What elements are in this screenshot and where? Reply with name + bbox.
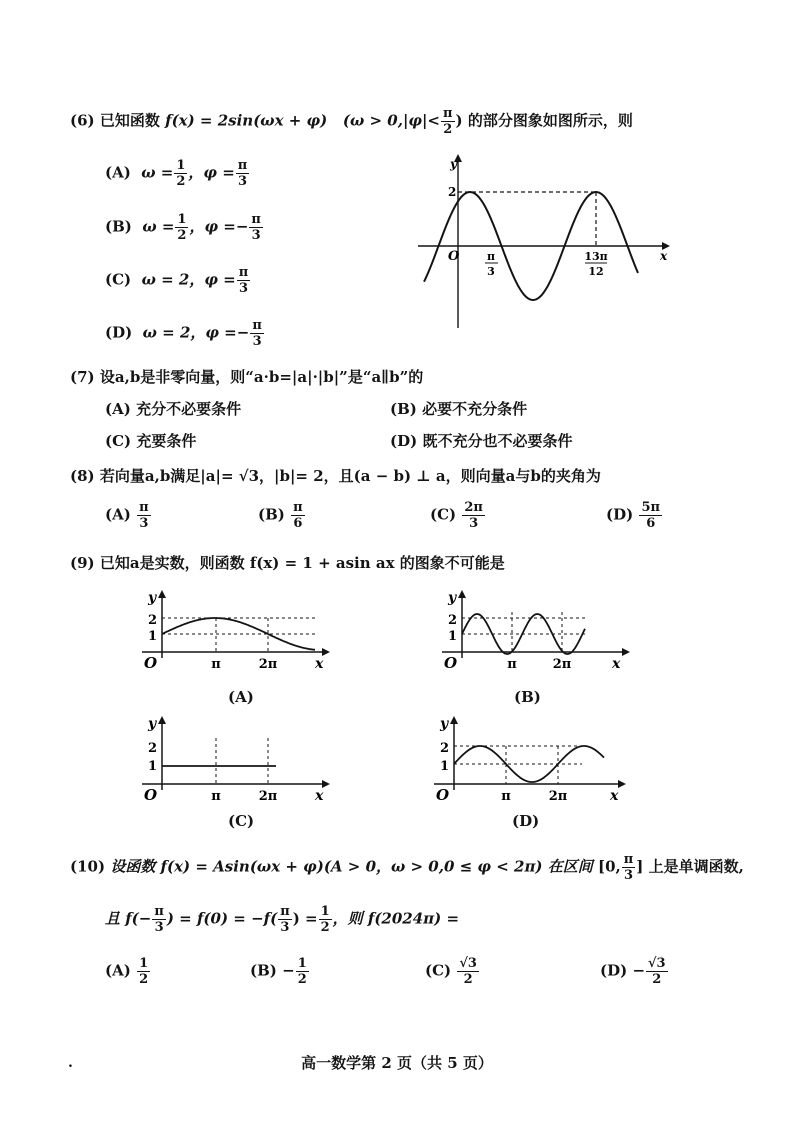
option-label: (A) bbox=[105, 961, 131, 980]
y-tick-2: 2 bbox=[440, 741, 450, 756]
option-sign: − bbox=[235, 217, 249, 236]
x-tick-2pi: 2π bbox=[258, 657, 278, 670]
y-arrow-icon bbox=[458, 590, 466, 598]
q6-option-d[interactable] bbox=[105, 318, 265, 349]
q10-interval-open: [0, bbox=[597, 857, 621, 876]
x-tick-2pi: 2π bbox=[548, 789, 568, 802]
option-fraction: $\frac{\pi}{3}$ bbox=[238, 265, 249, 296]
option-fraction: $\frac{1}{2}$ bbox=[297, 956, 307, 987]
option-label: (B) bbox=[105, 217, 132, 236]
option-fraction: $\frac{\pi}{3}$ bbox=[252, 318, 262, 349]
option-label: (C) bbox=[430, 505, 457, 524]
q6-condition-close: ) bbox=[455, 111, 463, 130]
option-fraction: $\frac{\pi}{3}$ bbox=[139, 500, 149, 531]
option-label: (B) bbox=[250, 961, 277, 980]
option-sign: − bbox=[632, 961, 646, 980]
x-arrow-icon bbox=[322, 648, 330, 656]
q10-option-b[interactable] bbox=[250, 956, 310, 987]
q10-stem-line1 bbox=[70, 852, 744, 883]
q8-option-a[interactable] bbox=[105, 500, 152, 531]
y-tick-label: 2 bbox=[448, 185, 457, 199]
q8-option-b[interactable] bbox=[258, 500, 306, 531]
x-tick-pi: π bbox=[507, 657, 517, 670]
option-text: 既不充分也不必要条件 bbox=[422, 432, 573, 450]
x-tick1-num: π bbox=[486, 250, 496, 263]
q10-fraction-2: $\frac{\pi}{3}$ bbox=[280, 904, 290, 935]
x-tick2-num: 13π bbox=[584, 250, 608, 263]
y-arrow-icon bbox=[158, 716, 166, 724]
option-fraction: $\frac{\pi}{3}$ bbox=[251, 212, 261, 243]
option-text: 必要不充分条件 bbox=[422, 400, 528, 418]
q7-text: 设a,b是非零向量，则“a·b=|a|·|b|”是“a∥b”的 bbox=[99, 368, 424, 386]
x-tick-2pi: 2π bbox=[258, 789, 278, 802]
x-tick-pi: π bbox=[501, 789, 511, 802]
q10-fraction-3: $\frac{1}{2}$ bbox=[320, 904, 330, 935]
q9-caption-c: (C) bbox=[228, 812, 255, 830]
option-sign: − bbox=[282, 961, 295, 980]
option-fraction: $\frac{\pi}{3}$ bbox=[237, 158, 248, 189]
q7-stem bbox=[70, 366, 423, 387]
curve-a bbox=[162, 618, 315, 650]
x-arrow-icon bbox=[322, 780, 330, 788]
x-axis-label: x bbox=[315, 656, 324, 670]
option-label: (C) bbox=[105, 270, 132, 289]
x-axis-label: x bbox=[660, 249, 668, 263]
option-label: (A) bbox=[105, 163, 131, 182]
q9-graph-b[interactable] bbox=[440, 588, 635, 670]
y-tick-2: 2 bbox=[448, 613, 458, 628]
q9-caption-d: (D) bbox=[512, 812, 540, 830]
option-fraction: $\frac{1}{2}$ bbox=[176, 158, 186, 189]
q10-text-c: 且 f(− bbox=[105, 909, 152, 928]
y-axis-label: y bbox=[450, 157, 457, 171]
x-tick-pi: π bbox=[211, 657, 221, 670]
q6-graph bbox=[410, 150, 675, 335]
q6-option-a[interactable] bbox=[105, 158, 250, 189]
option-label: (A) bbox=[105, 505, 131, 524]
x-arrow-icon bbox=[618, 780, 626, 788]
y-tick-1: 1 bbox=[148, 629, 158, 644]
option-fraction: $\frac{√3}{2}$ bbox=[459, 956, 477, 987]
origin-label: O bbox=[448, 249, 460, 264]
y-tick-1: 1 bbox=[148, 759, 158, 774]
q8-option-c[interactable] bbox=[430, 500, 486, 531]
q10-text-e: ) = bbox=[292, 909, 318, 928]
q7-option-a[interactable] bbox=[105, 398, 241, 419]
x-tick2-den: 12 bbox=[588, 265, 604, 278]
y-arrow-icon bbox=[450, 716, 458, 724]
q9-text: 已知a是实数，则函数 f(x) = 1 + asin ax 的图象不可能是 bbox=[99, 554, 505, 572]
q8-text: 若向量a,b满足|a|= √3，|b|= 2，且(a − b) ⊥ a，则向量a与b的夹角为 bbox=[99, 467, 601, 485]
q10-text-b: 上是单调函数, bbox=[648, 857, 744, 876]
page-footer: 高一数学第 2 页（共 5 页） bbox=[301, 1054, 493, 1072]
q10-fraction-1: $\frac{\pi}{3}$ bbox=[154, 904, 164, 935]
option-fraction: $\frac{2\pi}{3}$ bbox=[464, 500, 483, 531]
y-tick-2: 2 bbox=[148, 741, 158, 756]
q7-option-c[interactable] bbox=[105, 430, 196, 451]
x-tick-pi: π bbox=[211, 789, 221, 802]
q9-caption-a: (A) bbox=[228, 688, 254, 706]
q8-option-d[interactable] bbox=[606, 500, 663, 531]
q7-number: (7) bbox=[70, 368, 95, 386]
q9-stem bbox=[70, 552, 505, 573]
q6-condition: (ω > 0,|φ|< bbox=[342, 111, 440, 130]
q6-number: (6) bbox=[70, 111, 95, 130]
option-omega: ω = 2 bbox=[142, 323, 191, 342]
q9-graph-d[interactable] bbox=[432, 712, 632, 802]
option-omega: ω = 2 bbox=[141, 270, 190, 289]
q6-function: f(x) = 2sin(ωx + φ) bbox=[165, 111, 328, 130]
option-text: 充分不必要条件 bbox=[136, 400, 242, 418]
x-axis-label: x bbox=[610, 788, 619, 802]
option-fraction: $\frac{√3}{2}$ bbox=[648, 956, 666, 987]
q10-interval-close: ] bbox=[636, 857, 644, 876]
margin-dot: . bbox=[68, 1055, 73, 1071]
y-axis-label: y bbox=[440, 716, 449, 732]
option-label: (D) bbox=[606, 505, 634, 524]
option-phi: ，φ = bbox=[189, 217, 236, 236]
q10-option-a[interactable] bbox=[105, 956, 151, 987]
q10-interval-fraction: $\frac{\pi}{3}$ bbox=[623, 852, 634, 883]
option-phi: ，φ = bbox=[188, 163, 235, 182]
x-tick-2pi: 2π bbox=[552, 657, 572, 670]
x-axis-label: x bbox=[315, 788, 324, 802]
q7-option-d[interactable] bbox=[390, 430, 572, 451]
q10-text-a: 设函数 f(x) = Asin(ωx + φ)(A > 0，ω > 0,0 ≤ φ < 2π) 在区间 bbox=[110, 857, 593, 876]
origin-label: O bbox=[144, 654, 158, 670]
option-label: (B) bbox=[258, 505, 285, 524]
q9-caption-b: (B) bbox=[514, 688, 541, 706]
q6-option-c[interactable] bbox=[105, 265, 251, 296]
origin-label: O bbox=[144, 786, 158, 802]
option-sign: − bbox=[236, 323, 250, 342]
q9-graph-c[interactable] bbox=[140, 712, 335, 802]
option-fraction: $\frac{1}{2}$ bbox=[177, 212, 187, 243]
y-tick-1: 1 bbox=[448, 629, 458, 644]
q8-stem bbox=[70, 465, 601, 486]
q10-text-f: ，则 f(2024π) = bbox=[332, 909, 460, 928]
q6-text-a: 已知函数 bbox=[99, 111, 160, 130]
q6-option-b[interactable] bbox=[105, 212, 264, 243]
origin-label: O bbox=[444, 654, 458, 670]
q8-number: (8) bbox=[70, 467, 95, 485]
option-label: (D) bbox=[600, 961, 628, 980]
option-phi: ，φ = bbox=[190, 323, 237, 342]
x-tick1-den: 3 bbox=[487, 265, 495, 278]
q9-graph-a[interactable] bbox=[140, 588, 335, 670]
option-omega: ω = bbox=[142, 217, 175, 236]
x-arrow-icon bbox=[622, 648, 630, 656]
q10-stem-line2 bbox=[105, 904, 459, 935]
q7-option-b[interactable] bbox=[390, 398, 527, 419]
option-label: (C) bbox=[425, 961, 452, 980]
y-arrow-icon bbox=[158, 590, 166, 598]
option-label: (C) bbox=[105, 432, 132, 450]
q10-option-c[interactable] bbox=[425, 956, 480, 987]
y-axis-label: y bbox=[148, 590, 157, 606]
origin-label: O bbox=[436, 786, 450, 802]
q6-text-b: 的部分图象如图所示，则 bbox=[467, 111, 633, 130]
q10-option-d[interactable] bbox=[600, 956, 669, 987]
option-fraction: $\frac{\pi}{6}$ bbox=[293, 500, 303, 531]
option-label: (D) bbox=[390, 432, 418, 450]
q10-text-d: ) = f(0) = −f( bbox=[166, 909, 278, 928]
option-fraction: $\frac{1}{2}$ bbox=[139, 956, 149, 987]
y-axis-label: y bbox=[448, 590, 457, 606]
option-label: (B) bbox=[390, 400, 417, 418]
q6-condition-fraction: $\frac{\pi}{2}$ bbox=[443, 106, 453, 137]
option-text: 充要条件 bbox=[136, 432, 197, 450]
q10-number: (10) bbox=[70, 857, 106, 876]
x-axis-label: x bbox=[612, 656, 621, 670]
q6-stem bbox=[70, 106, 633, 137]
y-tick-1: 1 bbox=[440, 759, 450, 774]
y-tick-2: 2 bbox=[148, 613, 158, 628]
option-fraction: $\frac{5\pi}{6}$ bbox=[641, 500, 660, 531]
option-label: (D) bbox=[105, 323, 133, 342]
y-axis-label: y bbox=[148, 716, 157, 732]
option-phi: ，φ = bbox=[189, 270, 236, 289]
option-label: (A) bbox=[105, 400, 131, 418]
q9-number: (9) bbox=[70, 554, 95, 572]
option-omega: ω = bbox=[141, 163, 174, 182]
